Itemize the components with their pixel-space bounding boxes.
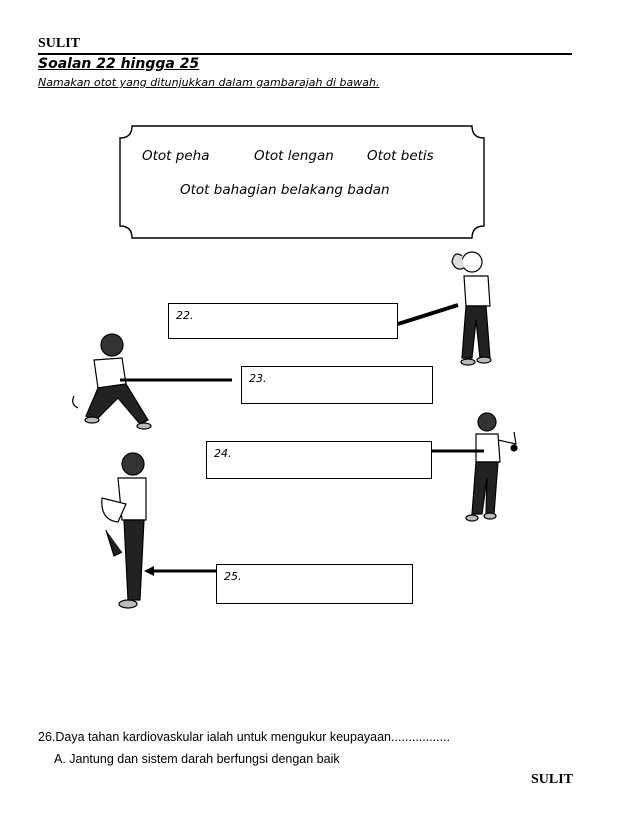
instruction-text: Namakan otot yang ditunjukkan dalam gambarajah di bawah.: [38, 76, 380, 89]
figure-knee-stretch: [102, 453, 146, 608]
arrow-25-head: [144, 566, 154, 576]
question-26-option-a[interactable]: A. Jantung dan sistem darah berfungsi dengan baik: [54, 752, 340, 766]
question-26-stem: 26.Daya tahan kardiovaskular ialah untuk mengukur keupayaan.................: [38, 730, 451, 744]
answer-box-24[interactable]: [206, 441, 432, 479]
word-otot-betis: Otot betis: [367, 148, 434, 164]
sulit-footer-label: SULIT: [531, 772, 574, 787]
answer-box-24-label: 24.: [214, 447, 232, 460]
word-otot-belakang: Otot bahagian belakang badan: [180, 182, 390, 198]
arrow-22: [398, 305, 458, 324]
answer-box-25[interactable]: [216, 564, 413, 604]
word-otot-peha: Otot peha: [142, 148, 210, 164]
figure-bicep-curl: [466, 413, 517, 521]
sulit-header-label: SULIT: [38, 36, 81, 51]
answer-box-22-label: 22.: [176, 309, 194, 322]
answer-box-22[interactable]: [168, 303, 398, 339]
answer-box-23[interactable]: [241, 366, 433, 404]
answer-box-23-label: 23.: [249, 372, 267, 385]
figure-stretching-overhead: [452, 252, 491, 365]
word-otot-lengan: Otot lengan: [254, 148, 334, 164]
section-title: Soalan 22 hingga 25: [38, 56, 200, 72]
answer-box-25-label: 25.: [224, 570, 242, 583]
